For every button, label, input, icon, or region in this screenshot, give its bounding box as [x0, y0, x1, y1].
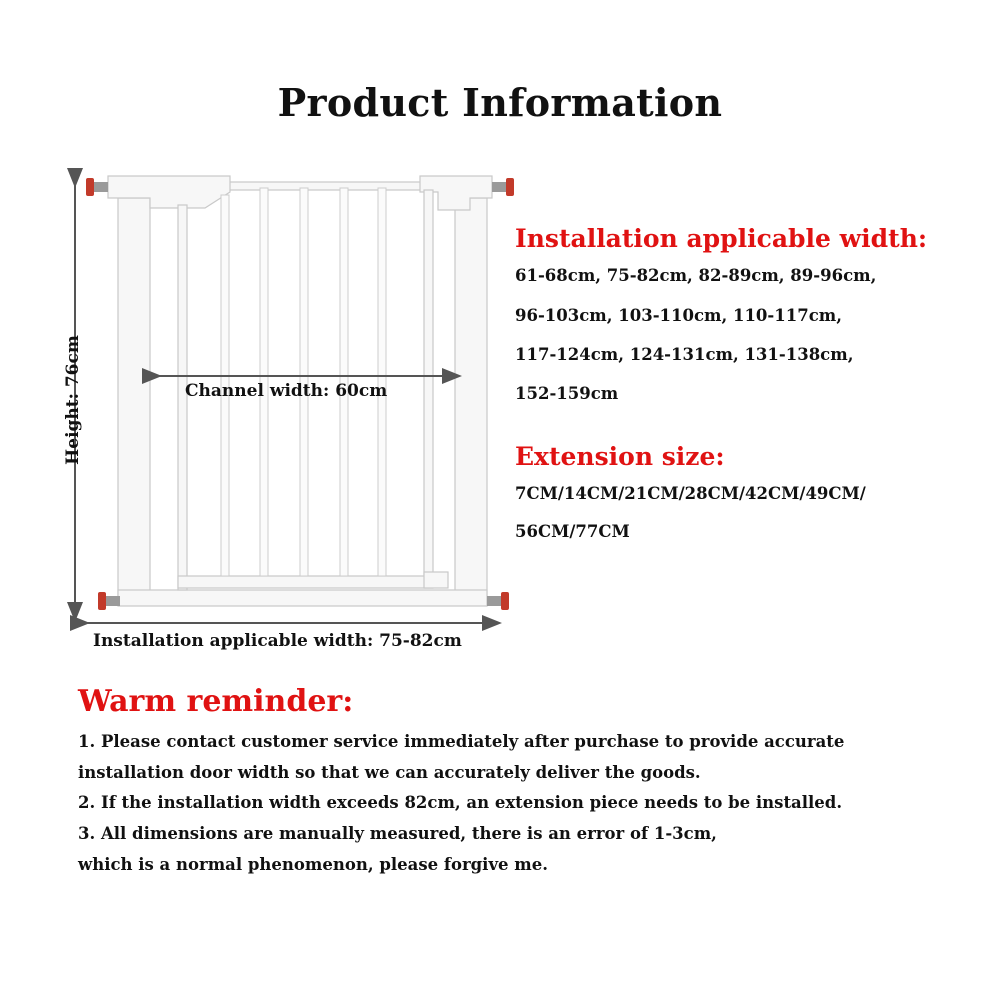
gate-illustration	[0, 0, 560, 660]
installation-width-section	[515, 224, 985, 414]
width-list-line: 117-124cm, 124-131cm, 131-138cm,	[515, 345, 854, 364]
extension-list-line: 7CM/14CM/21CM/28CM/42CM/49CM/	[515, 484, 866, 503]
reminder-line: 1. Please contact customer service immediately after purchase to provide accurate	[78, 732, 845, 751]
gate-diagram	[0, 0, 560, 660]
page-title: Product Information	[277, 80, 723, 125]
width-list-line: 152-159cm	[515, 384, 619, 403]
reminder-line: installation door width so that we can accurately deliver the goods.	[78, 763, 701, 782]
reminder-line: 3. All dimensions are manually measured, there is an error of 1-3cm,	[78, 824, 717, 843]
extension-size-section	[515, 442, 985, 552]
channel-width-label: Channel width: 60cm	[185, 381, 388, 401]
reminder-line: 2. If the installation width exceeds 82cm, an extension piece needs to be installed.	[78, 793, 843, 812]
warm-reminder-heading: Warm reminder:	[78, 684, 354, 719]
extension-list-line: 56CM/77CM	[515, 522, 630, 541]
installation-width-label: Installation applicable width: 75-82cm	[93, 631, 462, 651]
reminder-line: which is a normal phenomenon, please forgive me.	[78, 855, 548, 874]
height-label: Height: 76cm	[63, 335, 83, 465]
extension-size-heading: Extension size:	[515, 442, 725, 471]
installation-width-heading: Installation applicable width:	[515, 224, 928, 253]
width-list-line: 61-68cm, 75-82cm, 82-89cm, 89-96cm,	[515, 266, 877, 285]
width-list-line: 96-103cm, 103-110cm, 110-117cm,	[515, 306, 842, 325]
